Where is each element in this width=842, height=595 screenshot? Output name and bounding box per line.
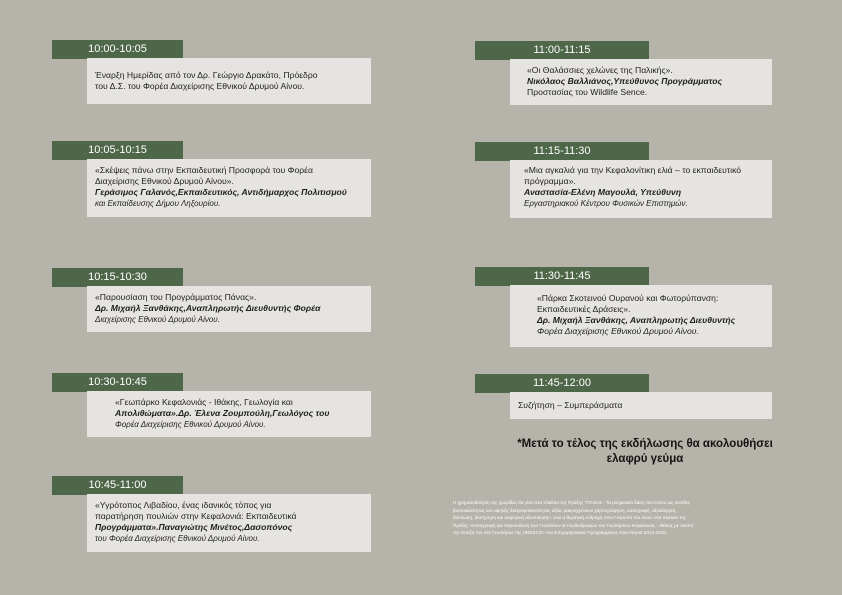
speaker-role: Προστασίας του Wildlife Sence. [527, 87, 648, 97]
slot-description [87, 286, 371, 332]
slot-description [510, 59, 772, 105]
speaker-role: Διαχείρισης Εθνικού Δρυμού Αίνου. [95, 315, 220, 324]
speaker-line: Απολιθώματα».Δρ. Έλενα Ζουμπούλη,Γεωλόγος του [115, 408, 330, 418]
slot-description [87, 494, 371, 552]
time-badge: 11:45-12:00 [475, 374, 649, 393]
time-badge: 10:45-11:00 [52, 476, 183, 495]
time-badge: 10:30-10:45 [52, 373, 183, 392]
speaker-role: Φορέα Διαχείρισης Εθνικού Δρυμού Αίνου. [537, 326, 699, 336]
speaker-role: Εργαστηριακού Κέντρου Φυσικών Επιστημών. [524, 199, 688, 208]
description-line: Διαχείρισης Εθνικού Δρυμού Αίνου». [95, 176, 234, 186]
footnote-line: Η χρηματοδότηση της ημερίδας θα γίνει στα πλαίσια της Πράξης "ΠΑΝΑΣ - Τα μνημειακά δάση του Ιονίου ως κοιτίδες [453, 500, 691, 505]
speaker-role: και Εκπαίδευσης Δήμου Ληξουρίου. [95, 199, 221, 208]
note-line: *Μετά το τέλος της εκδήλωσης θα ακολουθήσει [517, 438, 773, 450]
speaker-role: του Φορέα Διαχείρισης Εθνικού Δρυμού Αίνου. [95, 534, 260, 543]
time-badge: 11:00-11:15 [475, 41, 649, 60]
description-line: Εκπαιδευτικές Δράσεις». [537, 304, 631, 314]
footnote-line: την ένταξη του στα Γεωπάρκα της UNESCO» του Επιχειρησιακού Προγράμματος Ιόνια Νησιά 2014-2020. [453, 530, 668, 536]
description-line: «Πάρκα Σκοτεινού Ουρανού και Φωτορύπανση: [537, 293, 719, 303]
time-badge: 10:15-10:30 [52, 268, 183, 287]
note-line: ελαφρύ γεύμα [606, 453, 684, 465]
footnote-line: δικτύωση, διατήρηση και αειφορική αξιοποίηση», ενώ η θεματική ενδροχή στον Γεώτοπο του Αίνου στα πλαίσια της [453, 515, 686, 521]
time-badge: 11:15-11:30 [475, 142, 649, 161]
meal-note [500, 437, 790, 467]
slot-description [510, 285, 772, 347]
description-line: «Μια αγκαλιά για την Κεφαλονίτικη ελιά – το εκπαιδευτικό [524, 165, 742, 175]
description-line: «Γεωπάρκο Κεφαλονιάς - Ιθάκης, Γεωλογία και [115, 397, 293, 407]
description-line [95, 81, 363, 92]
footnote-line: βιοποικιλότητας και υψηλής διατροφοϊκανότητας αξίας μακροχρόνιων χαρτογράφηση, καταγραφή, αξιολόγηση, [453, 507, 677, 513]
slot-description [87, 391, 371, 437]
footnote-line: Πράξης «Καταγραφή και παρουσίαση των Γεωτόπων & Γεωδιαδρομών του Γεωπάρκου Κεφαλονιάς - Ιθάκης με σκοπό [453, 522, 694, 528]
funding-footnote [453, 499, 783, 537]
description-line: Συζήτηση – Συμπεράσματα [518, 400, 623, 410]
slot-description [510, 160, 772, 218]
slot-description [510, 392, 772, 419]
speaker-line: Προγράμματα».Παναγιώτης Μινέτος,Δασοπόνος [95, 522, 293, 532]
speaker-line: Δρ. Μιχαήλ Ξανθάκης,Αναπληρωτής Διευθυντής Φορέα [95, 303, 321, 313]
speaker-line: Νικόλαος Βαλλιάνος,Υπεύθυνος Προγράμματος [527, 76, 723, 86]
description-line: «Παρουσίαση του Προγράμματος Πάνας». [95, 292, 257, 302]
description-text: Έναρξη Ημερίδας από τον Δρ. Γεώργιο Δρακάτο, Πρόεδρο [95, 70, 318, 80]
slot-description [87, 159, 371, 217]
time-badge: 11:30-11:45 [475, 267, 649, 286]
description-line: παρατήρηση πουλιών στην Κεφαλονιά: Εκπαιδευτικά [95, 511, 297, 521]
speaker-line: Δρ. Μιχαήλ Ξανθάκης, Αναπληρωτής Διευθυντής [537, 315, 736, 325]
time-badge: 10:05-10:15 [52, 141, 183, 160]
speaker-role: Φορέα Διαχείρισης Εθνικού Δρυμού Αίνου. [115, 420, 266, 429]
description-line: «Οι Θαλάσσιες χελώνες της Παλικής». [527, 65, 673, 75]
time-badge: 10:00-10:05 [52, 40, 183, 59]
description-line: πρόγραμμα». [524, 176, 576, 186]
description-line: «Υγρότοπος Λιβαδίου, ένας ιδανικός τόπος για [95, 500, 272, 510]
description-line: «Σκέψεις πάνω στην Εκπαιδευτική Προσφορά του Φορέα [95, 165, 313, 175]
speaker-line: Γεράσιμος Γαλανός,Εκπαιδευτικός, Αντιδήμαρχος Πολιτισμού [95, 187, 347, 197]
speaker-line: Αναστασία-Ελένη Μαγουλά, Υπεύθυνη [524, 187, 682, 197]
description-text: του Δ.Σ. του Φορέα Διαχείρισης Εθνικού Δρυμού Αίνου. [95, 81, 305, 91]
description-line [95, 70, 363, 81]
slot-description [87, 58, 371, 104]
